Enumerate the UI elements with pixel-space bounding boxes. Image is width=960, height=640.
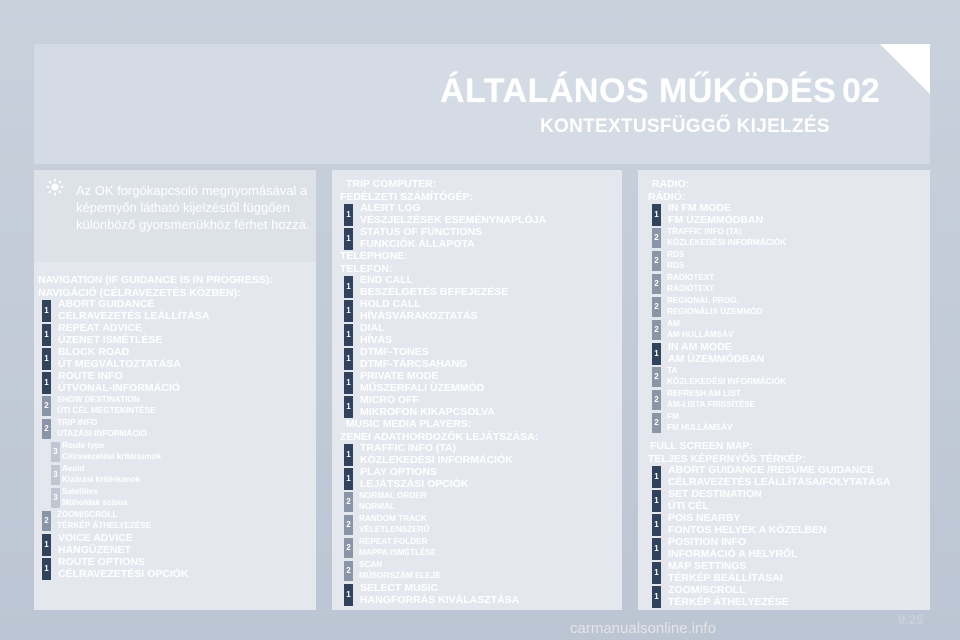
menu-entry-label-en: ROUTE INFO: [58, 370, 123, 382]
menu-entry-label-hu: TÉRKÉP ÁTHELYEZÉSE: [668, 595, 789, 608]
menu-entry: [340, 491, 620, 514]
menu-entry: [648, 389, 928, 412]
menu-entry-label-hu: ÚT MEGVÁLTOZTATÁSA: [58, 357, 181, 370]
menu-entry: [38, 323, 314, 347]
menu-entry-label-hu: CÉLRAVEZETÉS LEÁLLÍTÁSA: [58, 309, 210, 322]
menu-entry-label-hu: AM ÜZEMMÓDBAN: [668, 352, 765, 365]
page-subtitle: KONTEXTUSFÜGGŐ KIJELZÉS: [540, 116, 830, 137]
menu-entry-label-hu: ÚTI CÉL: [668, 499, 709, 512]
menu-entry: [38, 299, 314, 323]
menu-entry: [648, 296, 928, 319]
menu-entry-label-en: REPEAT ADVICE: [58, 322, 143, 334]
menu-entry: [648, 319, 928, 342]
intro-text: Az OK forgókapcsoló megnyomásával a képernyőn látható kijelzéstől függően különböző gyorsmenükhöz férhet hozzá.: [76, 183, 310, 232]
music-column: [340, 418, 620, 607]
menu-entry-label-en: Avoid: [62, 464, 85, 473]
menu-entry-label-en: MAP SETTINGS: [668, 560, 747, 572]
menu-entry-label-hu: FONTOS HELYEK A KÖZELBEN: [668, 523, 827, 536]
menu-entry-label-hu: TÉRKÉP ÁTHELYEZÉSE: [57, 520, 152, 530]
menu-entry-label-en: ABORT GUIDANCE: [58, 298, 155, 310]
menu-entry-label-en: FM: [667, 412, 679, 421]
level-badge: 1: [42, 372, 51, 394]
level-badge: 2: [42, 419, 51, 439]
menu-entry-label-hu: VÉLETLENSZERŰ: [359, 524, 430, 534]
menu-entry-label-en: NORMAL ORDER: [359, 491, 427, 500]
menu-entry-label-en: POSITION INFO: [668, 536, 747, 548]
map-heading-hu: TELJES KÉPERNYŐS TÉRKÉP:: [648, 452, 806, 465]
menu-entry-label-hu: RÁDIÓTEXT: [667, 283, 715, 293]
menu-entry: [38, 533, 314, 557]
menu-entry-label-en: ABORT GUIDANCE /RESUME GUIDANCE: [668, 464, 874, 476]
level-badge: 1: [344, 300, 353, 322]
menu-entry-label-en: RADIOTEXT: [667, 273, 715, 282]
level-badge: 1: [344, 444, 353, 466]
level-badge: 1: [652, 538, 661, 560]
menu-entry-label-en: IN FM MODE: [668, 202, 731, 214]
menu-entry-label-hu: CÉLRAVEZETÉSI OPCIÓK: [58, 567, 189, 580]
level-badge: 1: [344, 584, 353, 606]
trip-list: [340, 203, 620, 251]
radio-heading-en: RADIO:: [652, 178, 690, 190]
level-badge: 1: [344, 204, 353, 226]
level-badge: 3: [51, 465, 60, 485]
menu-entry-label-en: MICRO OFF: [360, 394, 419, 406]
level-badge: 2: [652, 228, 661, 248]
telephone-column: [340, 250, 620, 419]
menu-entry: [648, 342, 928, 366]
radio-heading-hu: RÁDIÓ:: [648, 190, 686, 203]
level-badge: 2: [42, 396, 51, 416]
map-column: [648, 440, 928, 609]
menu-entry-label-hu: DTMF-TÁRCSAHANG: [360, 357, 468, 370]
menu-entry: [648, 561, 928, 585]
menu-entry-label-hu: FUNKCIÓK ÁLLAPOTA: [360, 237, 475, 250]
level-badge: 2: [42, 511, 51, 531]
menu-entry: [340, 467, 620, 491]
level-badge: 1: [42, 324, 51, 346]
trip-heading-hu: FEDÉLZETI SZÁMÍTÓGÉP:: [340, 190, 473, 203]
menu-entry-label-en: ZOOM/SCROLL: [57, 510, 118, 519]
radio-column: [648, 178, 928, 435]
menu-entry-label-hu: KÖZLEKEDÉSI INFORMÁCIÓK: [667, 376, 787, 386]
menu-entry: [340, 299, 620, 323]
menu-entry: [38, 371, 314, 395]
menu-entry-label-en: VOICE ADVICE: [58, 532, 133, 544]
menu-entry-label-hu: HÍVÁS: [360, 333, 393, 346]
menu-entry-label-hu: Műholdak száma: [62, 497, 128, 507]
level-badge: 1: [652, 466, 661, 488]
page-title: ÁLTALÁNOS MŰKÖDÉS: [440, 72, 837, 110]
menu-entry-label-hu: AM HULLÁMSÁV: [667, 329, 734, 339]
level-badge: 2: [344, 515, 353, 535]
menu-entry-label-hu: REGIONÁLIS ÜZEMMÓD: [667, 306, 763, 316]
menu-entry-label-en: AM: [667, 319, 680, 328]
level-badge: 2: [344, 492, 353, 512]
menu-entry-label-en: DTMF-TONES: [360, 346, 429, 358]
menu-entry: [38, 347, 314, 371]
menu-entry: [38, 557, 314, 581]
menu-entry: [648, 489, 928, 513]
menu-entry-label-hu: MAPPA ISMÉTLÉSE: [359, 547, 437, 557]
menu-entry-label-en: SET DESTINATION: [668, 488, 762, 500]
trip-heading-en: TRIP COMPUTER:: [346, 178, 437, 190]
menu-entry-label-en: RDS: [667, 250, 685, 259]
music-heading-en: MUSIC MEDIA PLAYERS:: [346, 418, 472, 430]
menu-entry: [648, 250, 928, 273]
level-badge: 1: [344, 348, 353, 370]
menu-entry-label-hu: CÉLRAVEZETÉS LEÁLLÍTÁSA/FOLYTATÁSA: [668, 475, 891, 488]
level-badge: 1: [42, 300, 51, 322]
menu-entry: [340, 514, 620, 537]
menu-entry: [38, 464, 314, 487]
level-badge: 1: [652, 514, 661, 536]
menu-entry: [648, 513, 928, 537]
menu-entry-label-en: Satellites: [62, 487, 98, 496]
level-badge: 1: [344, 324, 353, 346]
music-heading-hu: ZENEI ADATHORDOZÓK LEJÁTSZÁSA:: [340, 430, 539, 443]
menu-entry-label-hu: UTAZÁSI INFORMÁCIÓ: [57, 428, 147, 438]
menu-entry-label-hu: LEJÁTSZÁSI OPCIÓK: [360, 477, 469, 490]
menu-entry: [340, 323, 620, 347]
level-badge: 1: [344, 228, 353, 250]
menu-entry-label-en: REFRESH AM LIST: [667, 389, 741, 398]
radio-list: [648, 203, 928, 435]
level-badge: 3: [51, 488, 60, 508]
menu-entry-label-en: SCAN: [359, 560, 383, 569]
level-badge: 2: [652, 251, 661, 271]
menu-entry-label-en: IN AM MODE: [668, 341, 732, 353]
navigation-heading-en: NAVIGATION (IF GUIDANCE IS IN PROGRESS):: [38, 274, 273, 286]
menu-entry-label-en: BLOCK ROAD: [58, 346, 130, 358]
trip-computer-column: [340, 178, 620, 251]
menu-entry-label-en: DIAL: [360, 322, 385, 334]
menu-entry: [38, 487, 314, 510]
level-badge: 2: [652, 367, 661, 387]
menu-entry: [340, 227, 620, 251]
menu-entry: [648, 537, 928, 561]
level-badge: 1: [42, 558, 51, 580]
map-heading-en: FULL SCREEN MAP:: [650, 440, 754, 452]
menu-entry-label-hu: Kizárási kritériumok: [62, 474, 141, 484]
level-badge: 3: [51, 442, 60, 462]
level-badge: 2: [652, 297, 661, 317]
menu-entry-label-en: STATUS OF FUNCTIONS: [360, 226, 483, 238]
menu-entry-label-en: REPEAT FOLDER: [359, 537, 428, 546]
watermark: carmanualsonline.info: [570, 620, 716, 637]
navigation-heading-hu: NAVIGÁCIÓ (CÉLRAVEZETÉS KÖZBEN):: [38, 286, 241, 299]
menu-entry: [340, 583, 620, 607]
level-badge: 2: [652, 274, 661, 294]
level-badge: 1: [344, 468, 353, 490]
menu-entry: [340, 371, 620, 395]
level-badge: 2: [344, 561, 353, 581]
menu-entry: [340, 395, 620, 419]
chapter-number: 02: [842, 72, 880, 110]
menu-entry: [648, 273, 928, 296]
menu-entry-label-hu: TÉRKÉP BEÁLLÍTÁSAI: [668, 571, 783, 584]
level-badge: 1: [652, 204, 661, 226]
menu-entry-label-en: PLAY OPTIONS: [360, 466, 438, 478]
navigation-column: [38, 274, 314, 581]
level-badge: 1: [344, 372, 353, 394]
level-badge: 1: [652, 562, 661, 584]
level-badge: 1: [652, 490, 661, 512]
menu-entry-label-en: REGIONAL PROG.: [667, 296, 739, 305]
menu-entry-label-en: TA: [667, 366, 678, 375]
menu-entry: [648, 366, 928, 389]
menu-entry-label-hu: Célravezetési kritériumok: [62, 451, 162, 461]
menu-entry-label-en: HOLD CALL: [360, 298, 421, 310]
menu-entry: [38, 418, 314, 441]
menu-entry-label-hu: ÜZENET ISMÉTLÉSE: [58, 333, 163, 346]
level-badge: 1: [344, 396, 353, 418]
menu-entry-label-hu: FM HULLÁMSÁV: [667, 422, 733, 432]
menu-entry-label-hu: INFORMÁCIÓ A HELYRŐL: [668, 547, 798, 560]
menu-entry-label-en: Route type: [62, 441, 105, 450]
phone-heading-hu: TELEFON:: [340, 262, 393, 275]
menu-entry: [340, 443, 620, 467]
level-badge: 2: [652, 320, 661, 340]
level-badge: 1: [652, 343, 661, 365]
level-badge: 1: [42, 534, 51, 556]
menu-entry-label-hu: ÚTI CÉL MEGTEKINTÉSE: [57, 405, 156, 415]
menu-entry-label-en: TRIP INFO: [57, 418, 98, 427]
menu-entry-label-en: PRIVATE MODE: [360, 370, 439, 382]
menu-entry-label-hu: KÖZLEKEDÉSI INFORMÁCIÓK: [667, 237, 787, 247]
menu-entry: [340, 560, 620, 583]
menu-entry-label-hu: RDS: [667, 260, 685, 270]
level-badge: 1: [652, 586, 661, 608]
map-list: [648, 465, 928, 609]
header-corner: [880, 44, 930, 94]
menu-entry-label-hu: AM-LISTA FRISSÍTÉSE: [667, 399, 756, 409]
menu-entry-label-hu: NORMÁL: [359, 501, 395, 511]
menu-entry-label-hu: HÍVÁSVÁRAKOZTATÁS: [360, 309, 478, 322]
menu-entry: [648, 585, 928, 609]
menu-entry-label-en: RANDOM TRACK: [359, 514, 427, 523]
menu-entry: [648, 227, 928, 250]
menu-entry-label-en: TRAFFIC INFO (TA): [667, 227, 742, 236]
phone-list: [340, 275, 620, 419]
menu-entry-label-en: SHOW DESTINATION: [57, 395, 140, 404]
menu-entry-label-en: TRAFFIC INFO (TA): [360, 442, 457, 454]
menu-entry: [648, 465, 928, 489]
level-badge: 2: [652, 413, 661, 433]
menu-entry: [340, 537, 620, 560]
music-list: [340, 443, 620, 607]
level-badge: 1: [344, 276, 353, 298]
menu-entry: [648, 412, 928, 435]
menu-entry-label-en: SELECT MUSIC: [360, 582, 439, 594]
menu-entry-label-en: POIS NEARBY: [668, 512, 741, 524]
navigation-list: [38, 299, 314, 581]
menu-entry-label-hu: ÚTVONAL-INFORMÁCIÓ: [58, 381, 180, 394]
menu-entry-label-en: ZOOM/SCROLL: [668, 584, 746, 596]
menu-entry: [340, 275, 620, 299]
sun-icon: [46, 178, 64, 196]
menu-entry-label-hu: HANGÜZENET: [58, 543, 131, 556]
phone-heading-en: TELEPHONE:: [340, 250, 408, 262]
menu-entry-label-en: END CALL: [360, 274, 414, 286]
menu-entry: [340, 203, 620, 227]
menu-entry-label-hu: FM ÜZEMMÓDBAN: [668, 213, 764, 226]
menu-entry-label-hu: MŰSZERFALI ÜZEMMÓD: [360, 381, 485, 394]
menu-entry: [648, 203, 928, 227]
menu-entry-label-hu: VÉSZJELZÉSEK ESEMÉNYNAPLÓJA: [360, 213, 547, 226]
menu-entry-label-hu: KÖZLEKEDÉSI INFORMÁCIÓK: [360, 453, 513, 466]
menu-entry: [38, 441, 314, 464]
menu-entry: [38, 395, 314, 418]
menu-entry-label-hu: HANGFORRÁS KIVÁLASZTÁSA: [360, 593, 520, 606]
menu-entry: [340, 347, 620, 371]
level-badge: 2: [652, 390, 661, 410]
page-number: 9.25: [898, 612, 924, 627]
level-badge: 1: [42, 348, 51, 370]
menu-entry-label-hu: MIKROFON KIKAPCSOLVA: [360, 405, 495, 418]
menu-entry-label-en: ALERT LOG: [360, 202, 421, 214]
level-badge: 2: [344, 538, 353, 558]
menu-entry-label-hu: MŰSORSZÁM ELEJE: [359, 570, 441, 580]
menu-entry-label-en: ROUTE OPTIONS: [58, 556, 145, 568]
menu-entry: [38, 510, 314, 533]
menu-entry-label-hu: BESZÉLGETÉS BEFEJEZÉSE: [360, 285, 509, 298]
